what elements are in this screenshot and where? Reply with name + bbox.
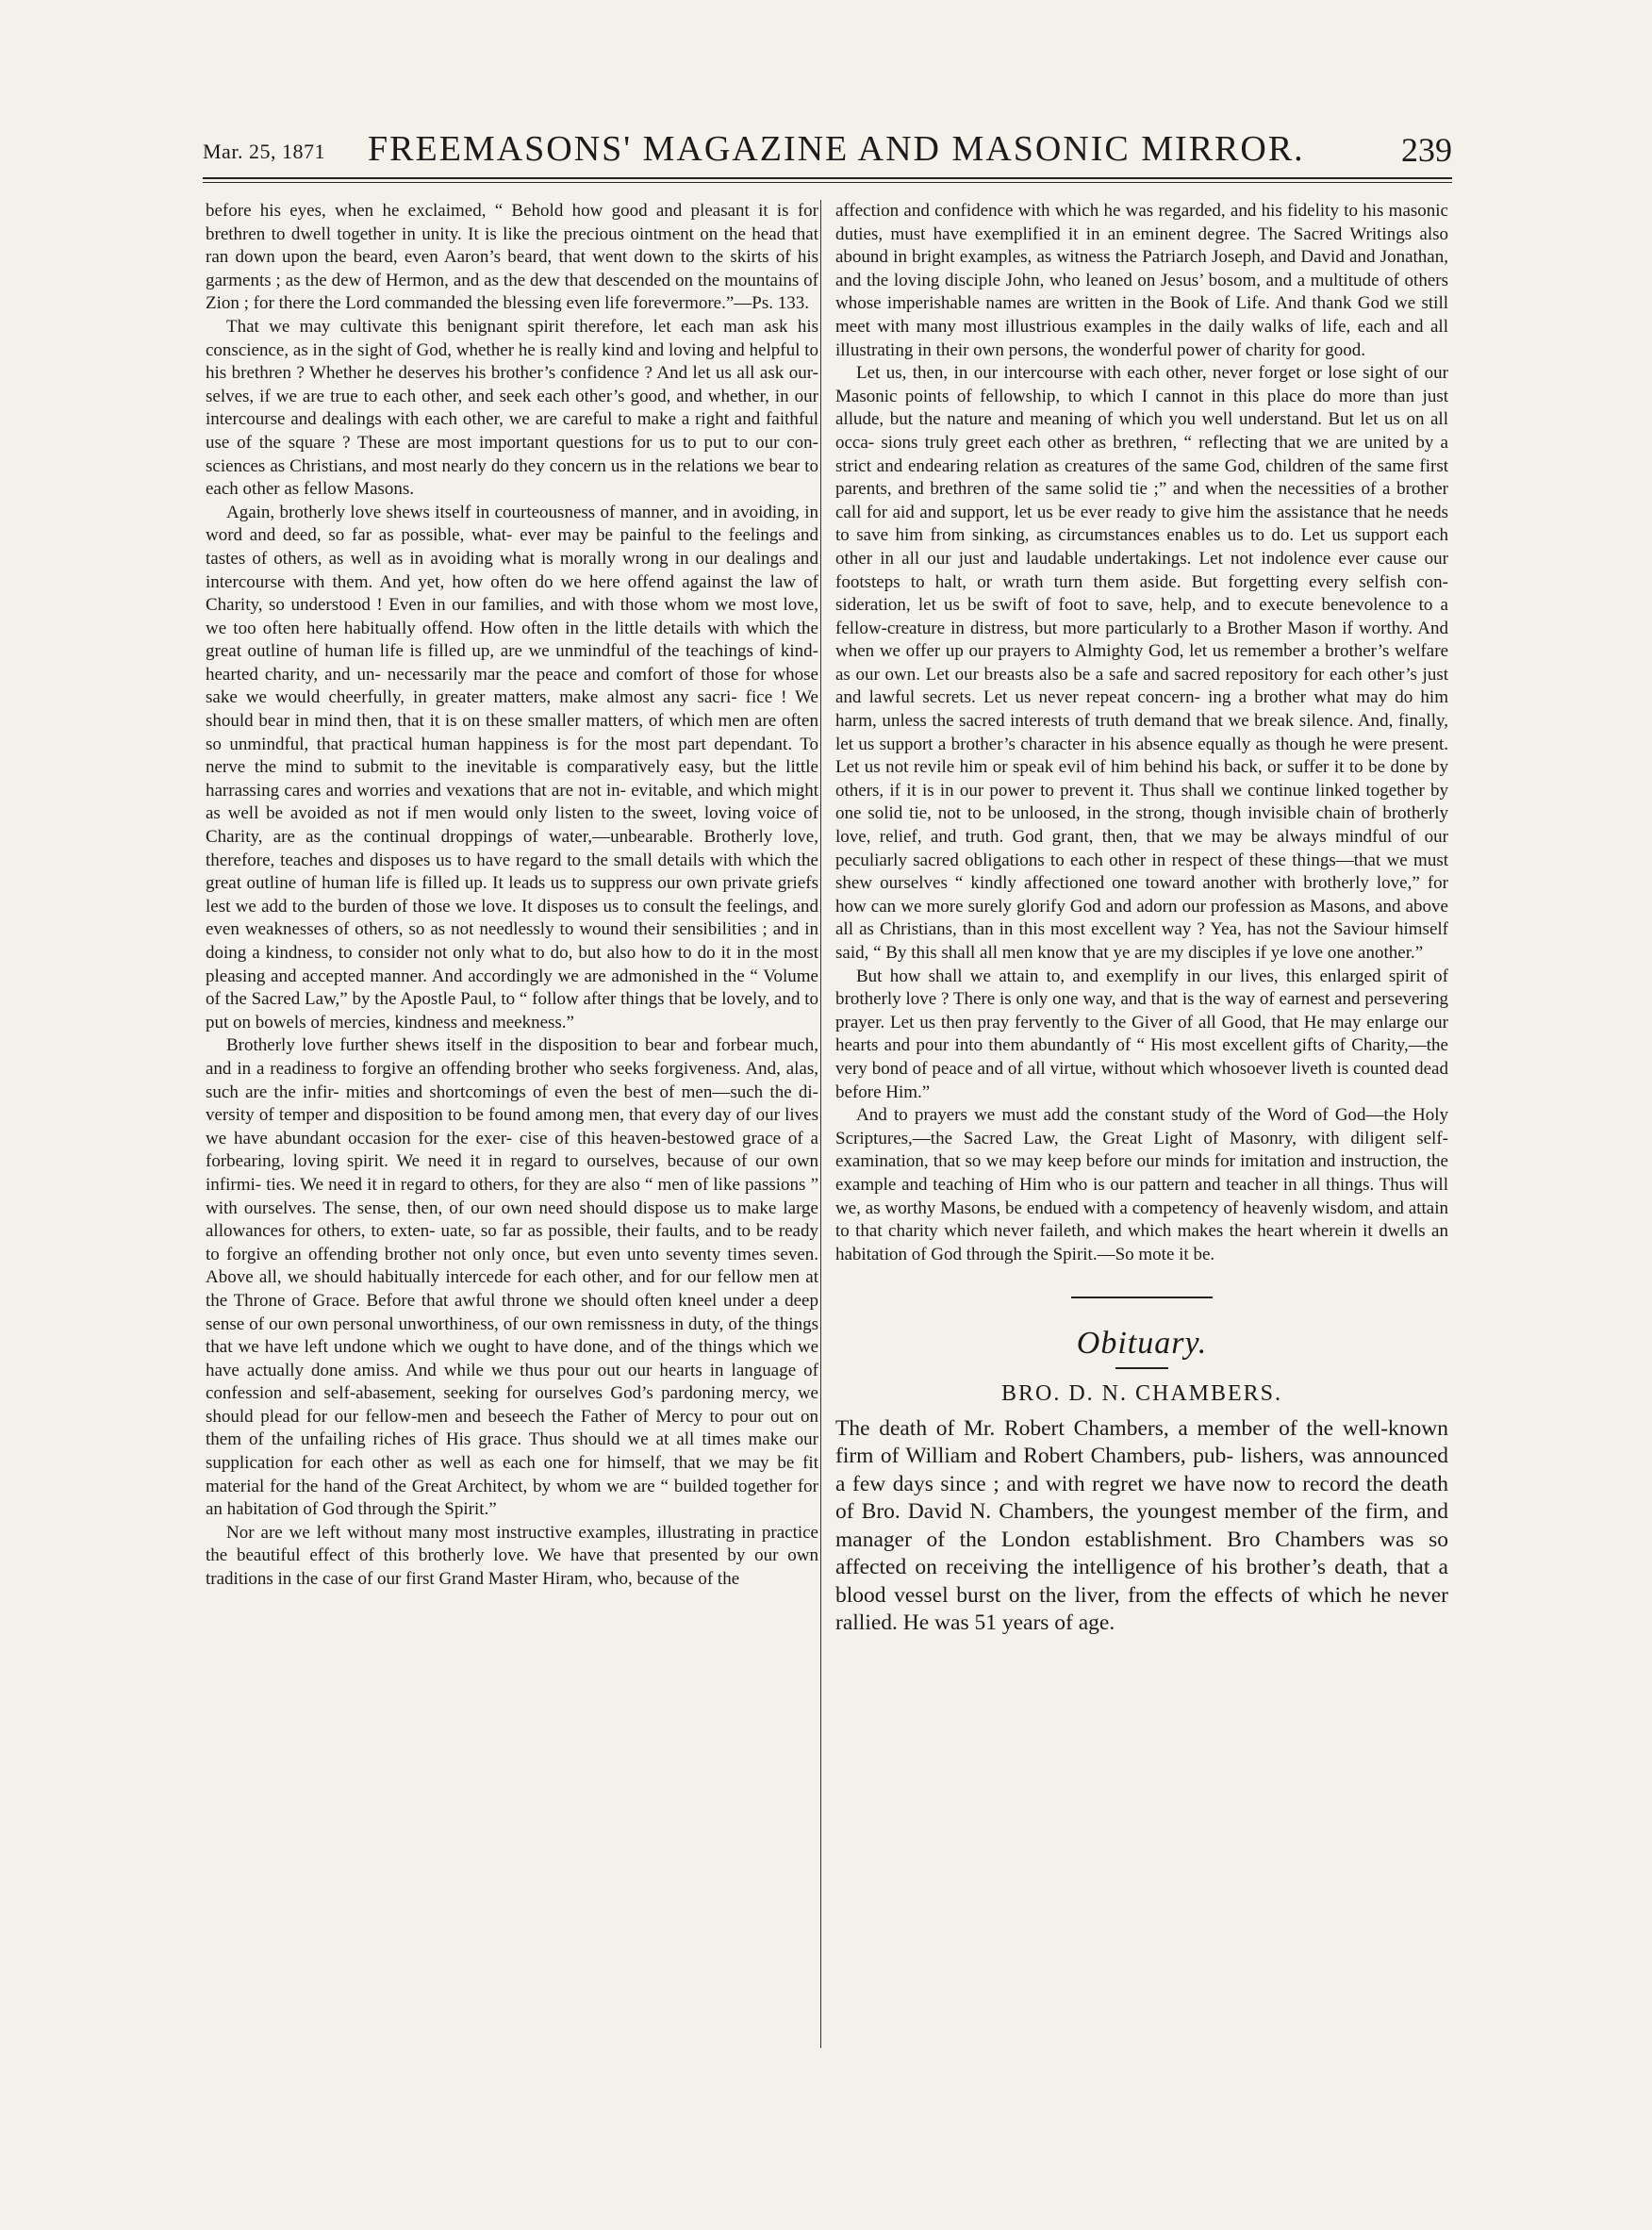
paragraph: before his eyes, when he exclaimed, “ Behold how good and pleasant it is for brethren to dwell together in unity. It is like the precious ointment on the head that ran down upon the beard, even Aaron’s beard, that went down to the skirts of his garments ; as the dew of Hermon, and as the dew that descended on the mountains of Zion ; for there the Lord commanded the blessing even life forevermore.”—Ps. 133. [206,201,818,314]
right-column [835,200,1448,1638]
masthead [203,111,1452,177]
section-separator [1071,1297,1213,1298]
section-title: Obituary. [1076,1326,1208,1362]
column-divider [820,200,821,2048]
paragraph: Let us, then, in our intercourse with each other, never forget or lose sight of our Masonic points of fellowship, to which I cannot in this place do more than just allude, but the nature and meaning of which you well understand. But let us on all occa- sions truly greet each other as brethren, “ reflecting that we are united by a strict and endearing relation as creatures of the same God, children of the same first parents, and brethren of the same solid tie ;” and when the necessities of a brother call for aid and support, let us be ever ready to give him the assistance that he needs to save him from sinking, as circumstances enables us to do. Let us support each other in all our just and laudable undertakings. Let not indolence ever cause our footsteps to halt, or wrath turn them aside. But forgetting every selfish con- sideration, let us be swift of foot to save, help, and to execute benevolence to a fellow-creature in distress, but more particularly to a Brother Mason if worthy. And when we offer up our prayers to Almighty God, let us remember a brother’s welfare as our own. Let our breasts also be a safe and sacred repository for each other’s just and lawful secrets. Let us never repeat concern- ing a brother what may do him harm, unless the sacred interests of truth demand that we break silence. And, finally, let us support a brother’s character in his absence equally as though he were present. Let us not revile him or speak evil of him behind his back, or suffer it to be done by others, if it is in our power to prevent it. Thus shall we continue linked together by one solid tie, not to be unloosed, in the strong, though invisible chain of brotherly love, relief, and truth. God grant, then, that we may be always mindful of our peculiarly sacred obligations to each other in respect of these things—that we must shew ourselves “ kindly affectioned one toward another with brotherly love,” for how can we more surely glorify God and adorn our profession as Masons, and above all as Christians, than in this most excellent way ? Yea, has not the Saviour himself said, “ By this shall all men know that ye are my disciples if ye love one another.” [835,363,1448,963]
paragraph: That we may cultivate this benignant spirit therefore, let each man ask his conscience, as in the sight of God, whether he is really kind and loving and helpful to his brethren ? Whether he deserves his brother’s confidence ? And let us all ask our- selves, if we are true to each other, and seek each other’s good, and whether, in our intercourse and dealings with each other, we are careful to make a right and faithful use of the square ? These are most important questions for us to put to our con- sciences as Christians, and most nearly do they concern us in the relations we bear to each other as fellow Masons. [206,316,818,500]
paragraph: Brotherly love further shews itself in the disposition to bear and forbear much, and in a readiness to forgive an offending brother who seeks forgiveness. And, alas, such are the infir- mities and shortcomings of even the best of men—such the di- versity of temper and disposition to be found among men, that every day of our lives we have abundant occasion for the exer- cise of this heaven-bestowed grace of a forbearing, loving spirit. We need it in regard to ourselves, because of our own infirmi- ties. We need it in regard to others, for they are also “ men of like passions ” with ourselves. The sense, then, of our own need should dispose us to make large allowances for others, to exten- uate, so far as possible, their faults, and to be ready to forgive an offending brother not only once, but even unto seventy times seven. Above all, we should habitually intercede for each other, and for our fellow men at the Throne of Grace. Before that awful throne we should often kneel under a deep sense of our own personal unworthiness, of our own remissness in duty, of the things that we have left undone which we ought to have done, and of the things which we have actually done amiss. And while we thus pour out our hearts in language of confession and self-abasement, seeking for ourselves God’s pardoning mercy, we should plead for our fellow-men and beseech the Father of Mercy to pour out on them of the unfailing riches of His grace. Thus should we at all times make our supplication for each other as well as each one for himself, that we may be fit material for the hand of the Great Architect, by whom we are “ builded together for an habitation of God through the Spirit.” [206,1035,818,1520]
paragraph: And to prayers we must add the constant study of the Word of God—the Holy Scriptures,—the Sacred Law, the Great Light of Masonry, with diligent self-examination, that so we may keep before our minds for imitation and instruction, the example and teaching of Him who is our pattern and teacher in all things. Thus will we, as worthy Masons, be endued with a competency of heavenly wisdom, and attain to that charity which never faileth, and which makes the heart wherein it dwells an habitation of God through the Spirit.—So mote it be. [835,1105,1448,1264]
obituary-text: The death of Mr. Robert Chambers, a member of the well-known firm of William and Robert Chambers, pub- lishers, was announced a few days since ; and with regret we have now to record the death of Bro. David N. Chambers, the youngest member of the firm, and manager of the London establishment. Bro Chambers was so affected on receiving the intelligence of his brother’s death, that a blood vessel burst on the liver, from the effects of which he never rallied. He was 51 years of age. [835,1415,1448,1635]
paragraph: But how shall we attain to, and exemplify in our lives, this enlarged spirit of brotherly love ? There is only one way, and that is the way of earnest and persevering prayer. Let us then pray fervently to the Giver of all Good, that He may enlarge our hearts and pour into them abundantly of “ His most excellent gifts of Charity,—the very bond of peace and of all virtue, without which whosoever liveth is counted dead before Him.” [835,966,1448,1102]
paragraph: Again, brotherly love shews itself in courteousness of manner, and in avoiding, in word and deed, so far as possible, what- ever may be painful to the feelings and tastes of others, as well as in avoiding what is morally wrong in our dealings and intercourse with them. And yet, how often do we here offend against the law of Charity, so understood ! Even in our families, and with those whom we most love, we too often here habitually offend. How often in the little details with which the great outline of human life is filled up, are we unmindful of the teachings of kind-hearted charity, and un- necessarily mar the peace and comfort of those for whose sake we would cheerfully, in greater matters, make almost any sacri- fice ! We should bear in mind then, that it is on these smaller matters, of which men are often so unmindful, that practical human happiness is for the most part dependant. To nerve the mind to submit to the inevitable is comparatively easy, but the little harrassing cares and worries and vexations that are not in- evitable, and which might as well be avoided as not if men would only listen to the sweet, loving voice of Charity, are as the continual droppings of water,—unbearable. Brotherly love, therefore, teaches and disposes us to have regard to the small details with which the great outline of human life is filled up. It leads us to suppress our own private griefs lest we add to the burden of those we love. It disposes us to consult the feelings, and even weaknesses of others, so as not needlessly to wound their sensibilities ; and in doing a kindness, to consider not only what to do, but also how to do it in the most pleasing and accepted manner. And accordingly we are admonished in the “ Volume of the Sacred Law,” by the Apostle Paul, to “ follow after things that be lovely, and to put on bowels of mercies, kindness and meekness.” [206,502,818,1032]
header-rule [203,177,1452,179]
header-rule-thin [203,182,1452,183]
issue-date: Mar. 25, 1871 [203,140,325,163]
left-column [206,200,818,1592]
obituary-heading: BRO. D. N. CHAMBERS. [1000,1380,1283,1406]
page-number: 239 [1401,131,1452,169]
paragraph: affection and confidence with which he was regarded, and his fidelity to his masonic duties, must have exemplified it in an eminent degree. The Sacred Writings also abound in bright examples, as witness the Patriarch Joseph, and David and Jonathan, and the loving disciple John, who leaned on Jesus’ bosom, and a multitude of others whose imperishable names are written in the Book of Life. And thank God we still meet with many most illustrious examples in the daily walks of life, each and all illustrating in their own persons, the wonderful power of charity for good. [835,201,1448,360]
paragraph: Nor are we left without many most instructive examples, illustrating in practice the beautiful effect of this brotherly love. We have that presented by our own traditions in the case of our first Grand Master Hiram, who, because of the [206,1522,818,1590]
title-underline [1115,1367,1168,1369]
magazine-title: FREEMASONS' MAGAZINE AND MASONIC MIRROR. [368,129,1305,169]
